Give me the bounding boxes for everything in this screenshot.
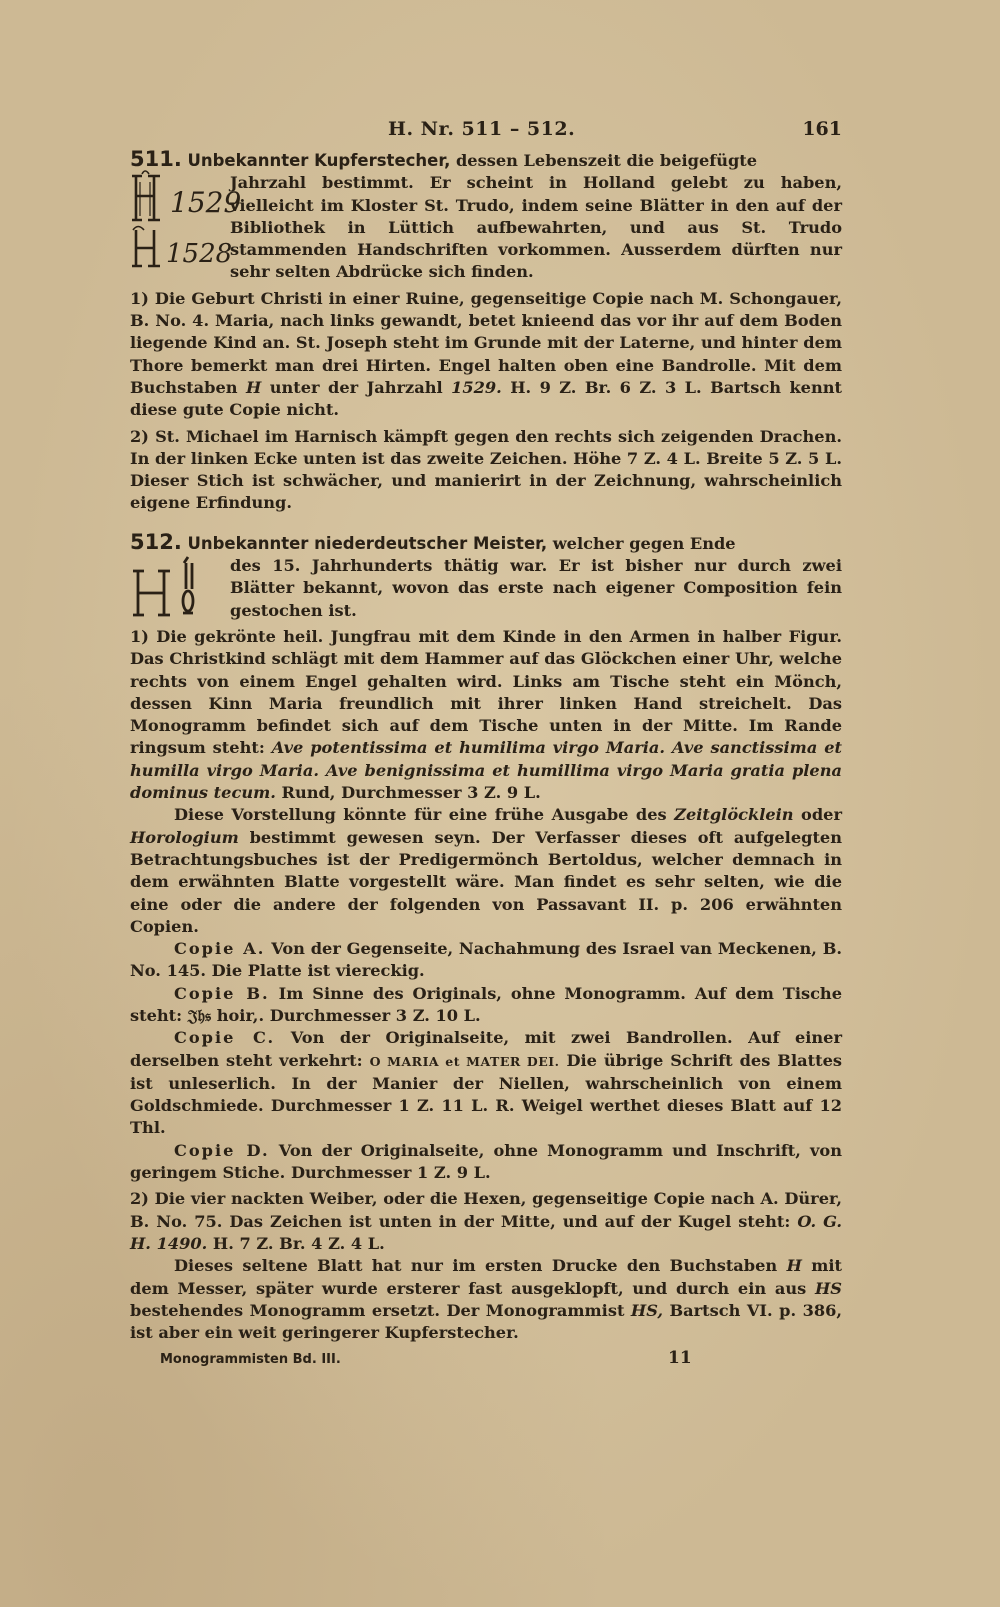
copy-d-text: Von der Originalseite, ohne Monogramm und Inschrift, von geringem Stiche. Durchmesser 1 Z. 9 L. (130, 1140, 842, 1183)
entry-511-first-line (130, 148, 842, 172)
entry-512-intro-first: welcher gegen Ende (552, 533, 736, 553)
item-511-1-italic-a: H (245, 377, 262, 397)
page-footer (130, 1348, 842, 1372)
item-512-2-text-b: H. 7 Z. Br. 4 Z. 4 L. (212, 1233, 385, 1253)
para-last-text-d: Bartsch VI. p. 386, ist aber ein weit geringerer Kupferstecher. (130, 1300, 843, 1343)
copy-c-label: Copie C. (174, 1028, 276, 1048)
monogram-year-top: 1529 (170, 186, 242, 220)
item-511-1-text-b: unter der Jahrzahl (269, 377, 443, 397)
entry-511-intro-wrapped: Jahrzahl bestimmt. Er scheint in Holland gelebt zu haben, vielleicht im Kloster St. Trudo, indem seine Blätter in den auf der Bibliothek in Lüttich aufbewahrten, und aus St. Trudo stammenden Handschriften vorkommen. Ausserdem dürften nur sehr selten Abdrücke sich finden. (230, 173, 842, 282)
entry-511-intro-first: dessen Lebenszeit die beigefügte (455, 151, 758, 170)
entry-512-intro-block (130, 555, 842, 622)
copy-c (130, 1027, 842, 1139)
entry-511-item-2 (130, 426, 842, 515)
para-last-text-b: mit dem Messer, später wurde ersterer fast ausgeklopft, und durch ein aus (130, 1256, 842, 1298)
entry-511-number: 511. (130, 147, 182, 171)
book-page (130, 112, 842, 1372)
copy-a-label: Copie A. (174, 939, 266, 959)
entry-512-para-last (130, 1255, 842, 1344)
entry-512-number: 512. (130, 529, 182, 554)
copy-b (130, 983, 842, 1028)
item-512-1-text-a: 1) Die gekrönte heil. Jungfrau mit dem Kinde in den Armen in halber Figur. Das Christkind schlägt mit dem Hammer auf das Glöckchen einer Uhr, welche rechts von einem Engel gehalten wird. Links am Tische steht ein Mönch, dessen Kinn Maria freundlich mit ihrer linken Hand streichelt. Das Monogramm befindet sich auf dem Tische unten in der Mitte. Im Rande ringsum steht: (130, 626, 842, 758)
monogram-512-svg (130, 553, 225, 623)
entry-511-name: Unbekannter Kupferstecher, (187, 151, 451, 170)
entry-511-item-1 (130, 288, 842, 422)
copy-d-label: Copie D. (174, 1140, 270, 1160)
copy-c-inscription: O MARIA et MATER DEI. (369, 1053, 560, 1069)
footer-signature-number: 11 (668, 1348, 692, 1369)
entry-512-item-2 (130, 1188, 842, 1255)
item-512-1-inscription: Ave potentissima et humilima virgo Maria. Ave sanctissima et humilla virgo Maria. Ave benignissima et humillima virgo Maria gratia plena dominus tecum. (130, 738, 842, 803)
entry-512-first-line (130, 531, 842, 555)
monogram-511-svg (130, 168, 242, 270)
para-zeit-italic-a: Zeitglöcklein (674, 805, 794, 825)
item-512-2-italic-a: O. G. H. 1490. (130, 1211, 842, 1253)
copy-c-text-a: Von der Originalseite, mit zwei Bandrollen. Auf einer derselben steht verkehrt: (130, 1028, 842, 1070)
monogram-h-top-icon (132, 171, 160, 220)
copy-a (130, 938, 842, 983)
item-511-2-text: 2) St. Michael im Harnisch kämpft gegen den rechts sich zeigenden Drachen. In der linken Ecke unten ist das zweite Zeichen. Höhe 7 Z. 4 L. Breite 5 Z. 5 L. Dieser Stich ist schwächer, und manierirt in der Zeichnung, wahrscheinlich eigene Erfindung. (130, 426, 842, 513)
monogram-year-bottom: 1528 (166, 239, 233, 270)
entry-511 (130, 148, 842, 515)
monogram-511-image (130, 168, 242, 270)
para-zeit-text-b: oder (801, 805, 842, 825)
copy-b-label: Copie B. (174, 983, 270, 1003)
monogram-h-bottom-icon (132, 227, 160, 267)
running-header (130, 112, 842, 148)
monogram-512-image (130, 553, 225, 623)
item-511-1-text-a: 1) Die Geburt Christi in einer Ruine, gegenseitige Copie nach M. Schongauer, B. No. 4. Maria, nach links gewandt, betet knieend das vor ihr auf dem Boden liegende Kind an. St. Joseph steht im Grunde mit der Laterne, und hinter dem Thore bemerkt man drei Hirten. Engel halten oben eine Bandrolle. Mit dem Buchstaben (130, 288, 842, 397)
para-last-italic-a: H (786, 1256, 802, 1276)
item-512-2-text-a: 2) Die vier nackten Weiber, oder die Hexen, gegenseitige Copie nach A. Dürer, B. No. 75. Das Zeichen ist unten in der Mitte, und auf der Kugel steht: (130, 1189, 842, 1231)
item-511-1-italic-b: 1529. (451, 377, 502, 397)
footer-signature: Monogrammisten Bd. III. (160, 1352, 341, 1368)
para-zeit-text-a: Diese Vorstellung könnte für eine frühe Ausgabe des (174, 805, 667, 825)
para-last-italic-c: HS, (630, 1300, 663, 1320)
item-511-1-text-c: H. 9 Z. Br. 6 Z. 3 L. Bartsch kennt diese gute Copie nicht. (130, 377, 842, 420)
copy-b-text: Im Sinne des Originals, ohne Monogramm. Auf dem Tische steht: 𝔍𝔥𝔰 hoir,. Durchmesser 3 Z. 10 L. (130, 983, 842, 1025)
entry-512-intro-wrapped: des 15. Jahrhunderts thätig war. Er ist bisher nur durch zwei Blätter bekannt, wovon das erste nach eigener Composition fein gestochen ist. (230, 556, 842, 620)
copy-c-text-b: Die übrige Schrift des Blattes ist unleserlich. In der Manier der Niellen, wahrscheinlich von einem Goldschmiede. Durchmesser 1 Z. 11 L. R. Weigel werthet dieses Blatt auf 12 Thl. (130, 1050, 842, 1138)
entry-512-item-1 (130, 626, 842, 804)
para-last-text-c: bestehendes Monogramm ersetzt. Der Monogrammist (130, 1300, 625, 1320)
copy-d (130, 1140, 842, 1185)
entry-512-para-zeitgloecklein (130, 804, 842, 938)
entry-511-intro-text (230, 172, 842, 283)
entry-511-intro-block (130, 172, 842, 283)
monogram-h8-icon (133, 557, 193, 615)
item-512-1-text-b: Rund, Durchmesser 3 Z. 9 L. (281, 783, 541, 803)
page-number: 161 (802, 118, 842, 140)
entry-512-name: Unbekannter niederdeutscher Meister, (187, 533, 548, 553)
running-title: H. Nr. 511 – 512. (388, 118, 576, 140)
entry-512 (130, 531, 842, 1345)
para-zeit-italic-b: Horologium (130, 827, 239, 847)
para-zeit-text-c: bestimmt gewesen seyn. Der Verfasser dieses oft aufgelegten Betrachtungsbuches ist der Predigermönch Bertoldus, welcher demnach in dem erwähnten Blatte vorgestellt wäre. Man findet es sehr selten, wie die eine oder die andere der folgenden von Passavant II. p. 206 erwähnten Copien. (130, 827, 842, 936)
para-last-italic-b: HS (815, 1278, 842, 1298)
copy-a-text: Von der Gegenseite, Nachahmung des Israel van Meckenen, B. No. 145. Die Platte ist viereckig. (130, 939, 843, 981)
para-last-text-a: Dieses seltene Blatt hat nur im ersten Drucke den Buchstaben (174, 1256, 778, 1276)
entry-512-intro-text (230, 555, 842, 622)
